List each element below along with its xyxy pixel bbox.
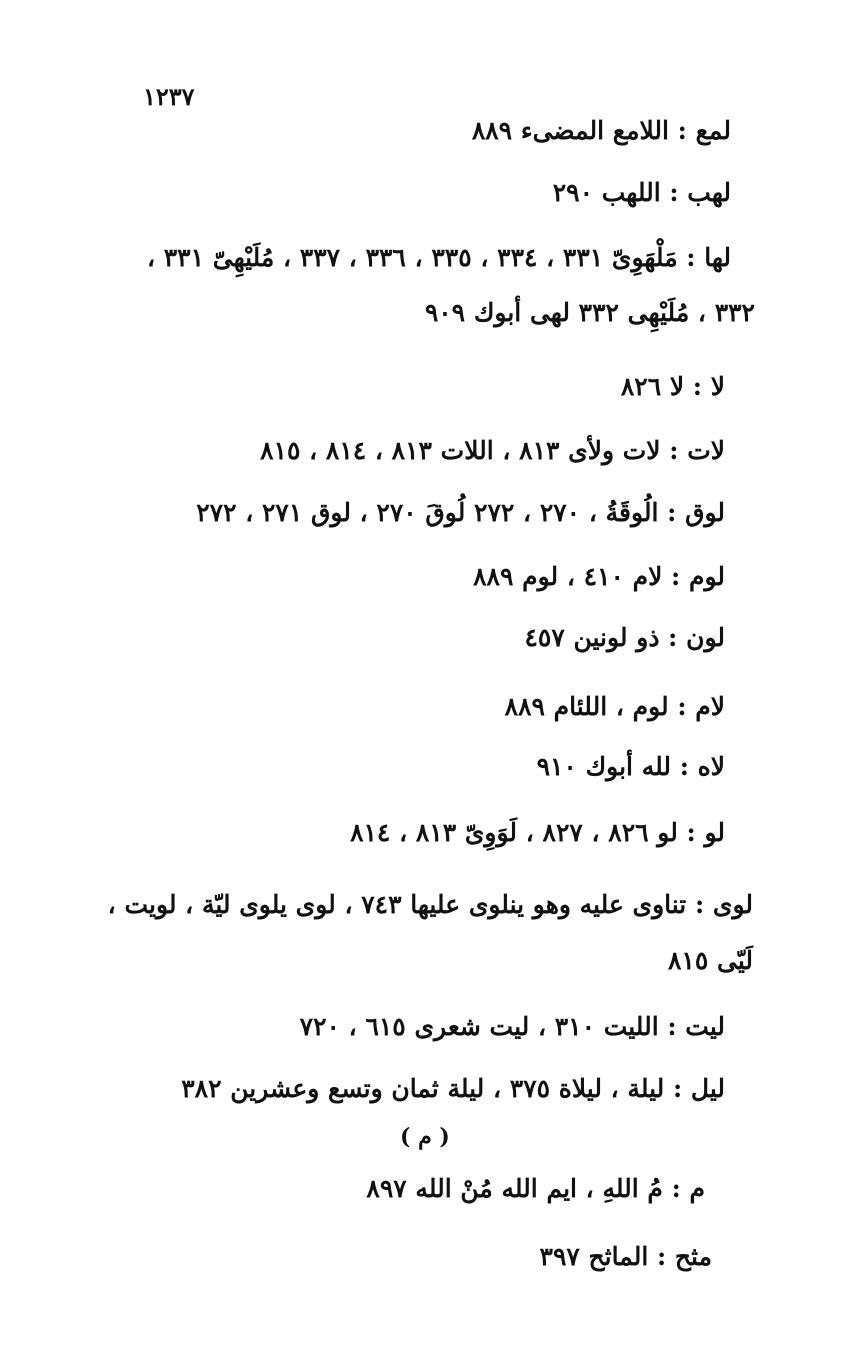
entry-lyt: ليت : الليت ٣١٠ ، ليت شعرى ٦١٥ ، ٧٢٠	[299, 1012, 725, 1041]
entry-lhb: لهب : اللهب ٢٩٠	[552, 178, 731, 207]
entry-lyl: ليل : ليلة ، ليلاة ٣٧٥ ، ليلة ثمان وتسع وعشرين ٣٨٢	[181, 1074, 725, 1103]
entry-lha: لها : مَلْهَوِىّ ٣٣١ ، ٣٣٤ ، ٣٣٥ ، ٣٣٦ ، ٣٣٧ ، مُلَيْهِىّ ٣٣١ ،	[146, 243, 731, 272]
entry-la: لا : لا ٨٢٦	[620, 372, 725, 401]
entry-lm: لمع : اللامع المضىء ٨٨٩	[471, 116, 731, 145]
entry-lha-cont: ٣٣٢ ، مُلَيْهِى ٣٣٢ لهى أبوك ٩٠٩	[424, 298, 755, 327]
entry-m: م : مُ اللهِ ، ايم الله مُنْ الله ٨٩٧	[366, 1174, 705, 1203]
entry-lam: لام : لوم ، اللئام ٨٨٩	[504, 692, 725, 721]
page-number: ١٢٣٧	[143, 82, 195, 111]
entry-lwa-cont: لَيّى ٨١٥	[668, 946, 753, 975]
entry-lat: لات : لات ولأى ٨١٣ ، اللات ٨١٣ ، ٨١٤ ، ٨١٥	[260, 436, 725, 465]
entry-lah: لاه : لله أبوك ٩١٠	[536, 752, 725, 781]
entry-lwa: لوى : تناوى عليه وهو ينلوى عليها ٧٤٣ ، لوى يلوى ليّة ، لويت ،	[107, 890, 753, 919]
section-header-mim: ( م )	[400, 1124, 450, 1150]
entry-lwm: لوم : لام ٤١٠ ، لوم ٨٨٩	[473, 562, 725, 591]
entry-lwn: لون : ذو لونين ٤٥٧	[524, 623, 725, 652]
entry-mth: مثح : الماثح ٣٩٧	[539, 1242, 712, 1271]
entry-lwq: لوق : الُوقَةُ ، ٢٧٠ ، ٢٧٢ لُوقَ ٢٧٠ ، لوق ٢٧١ ، ٢٧٢	[196, 498, 725, 527]
entry-lw: لو : لو ٨٢٦ ، ٨٢٧ ، لَوَوِىّ ٨١٣ ، ٨١٤	[350, 818, 725, 847]
